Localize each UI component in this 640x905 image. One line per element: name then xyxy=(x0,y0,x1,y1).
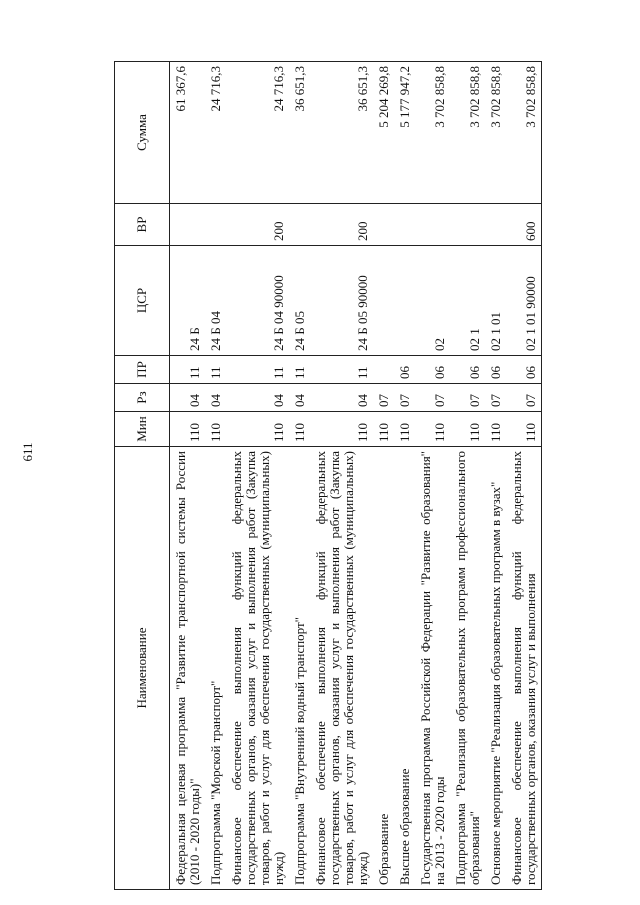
cell-min: 110 xyxy=(485,412,506,447)
budget-table-container xyxy=(114,62,596,890)
cell-vr xyxy=(450,204,485,246)
header-rz: Рз xyxy=(115,384,170,412)
header-csr: ЦСР xyxy=(115,246,170,356)
cell-sum: 36 651,3 xyxy=(289,62,310,204)
cell-rz: 07 xyxy=(415,384,450,412)
table-row xyxy=(506,62,542,890)
cell-pr: 06 xyxy=(450,356,485,384)
cell-pr xyxy=(373,356,394,384)
header-vr: ВР xyxy=(115,204,170,246)
cell-name: Образование xyxy=(373,447,394,890)
cell-csr: 02 1 01 xyxy=(485,246,506,356)
cell-csr: 02 1 01 90000 xyxy=(506,246,542,356)
cell-csr: 24 Б 05 xyxy=(289,246,310,356)
page-number: 611 xyxy=(20,442,35,462)
cell-csr xyxy=(373,246,394,356)
cell-sum: 3 702 858,8 xyxy=(450,62,485,204)
cell-pr: 06 xyxy=(485,356,506,384)
cell-sum: 24 716,3 xyxy=(226,62,289,204)
cell-csr xyxy=(394,246,415,356)
cell-pr: 06 xyxy=(394,356,415,384)
cell-min: 110 xyxy=(226,412,289,447)
cell-name: Подпрограмма "Морской транспорт" xyxy=(205,447,226,890)
cell-sum: 24 716,3 xyxy=(205,62,226,204)
table-body xyxy=(170,62,542,890)
cell-csr: 24 Б 04 xyxy=(205,246,226,356)
cell-csr: 02 xyxy=(415,246,450,356)
cell-rz: 07 xyxy=(394,384,415,412)
cell-name: Федеральная целевая программа "Развитие транспортной системы России (2010 - 2020 годы)" xyxy=(170,447,206,890)
cell-min: 110 xyxy=(205,412,226,447)
table-row xyxy=(226,62,289,890)
cell-min: 110 xyxy=(170,412,206,447)
cell-name: Финансовое обеспечение выполнения функций федеральных государственных органов, оказания услуг и выполнения xyxy=(506,447,542,890)
cell-rz: 04 xyxy=(170,384,206,412)
cell-name: Финансовое обеспечение выполнения функций федеральных государственных органов, оказания услуг и выполнения работ (Закупка товаров, работ и услуг для обеспечения государственных (муниципальных) нужд) xyxy=(310,447,373,890)
table-row xyxy=(485,62,506,890)
cell-vr xyxy=(289,204,310,246)
table-row xyxy=(415,62,450,890)
cell-rz: 07 xyxy=(506,384,542,412)
cell-name: Основное мероприятие "Реализация образовательных программ в вузах" xyxy=(485,447,506,890)
table-row xyxy=(170,62,206,890)
table-row xyxy=(450,62,485,890)
cell-vr: 200 xyxy=(310,204,373,246)
header-sum: Сумма xyxy=(115,62,170,204)
cell-vr xyxy=(485,204,506,246)
cell-pr: 06 xyxy=(415,356,450,384)
cell-rz: 07 xyxy=(485,384,506,412)
cell-min: 110 xyxy=(289,412,310,447)
cell-sum: 36 651,3 xyxy=(310,62,373,204)
cell-vr xyxy=(170,204,206,246)
cell-vr: 200 xyxy=(226,204,289,246)
budget-table xyxy=(114,61,542,890)
cell-csr: 24 Б 05 90000 xyxy=(310,246,373,356)
cell-sum: 3 702 858,8 xyxy=(506,62,542,204)
table-header-row xyxy=(115,62,170,890)
cell-sum: 5 204 269,8 xyxy=(373,62,394,204)
cell-sum: 5 177 947,2 xyxy=(394,62,415,204)
cell-pr: 11 xyxy=(310,356,373,384)
header-name: Наименование xyxy=(115,447,170,890)
cell-vr xyxy=(205,204,226,246)
cell-rz: 04 xyxy=(289,384,310,412)
table-row xyxy=(310,62,373,890)
cell-min: 110 xyxy=(450,412,485,447)
cell-pr: 11 xyxy=(205,356,226,384)
cell-name: Подпрограмма "Реализация образовательных программ профессионального образования" xyxy=(450,447,485,890)
cell-rz: 07 xyxy=(450,384,485,412)
cell-min: 110 xyxy=(310,412,373,447)
cell-name: Высшее образование xyxy=(394,447,415,890)
table-row xyxy=(205,62,226,890)
cell-min: 110 xyxy=(506,412,542,447)
table-row xyxy=(373,62,394,890)
cell-rz: 07 xyxy=(373,384,394,412)
cell-csr: 02 1 xyxy=(450,246,485,356)
cell-rz: 04 xyxy=(226,384,289,412)
cell-vr xyxy=(394,204,415,246)
cell-sum: 3 702 858,8 xyxy=(415,62,450,204)
cell-min: 110 xyxy=(394,412,415,447)
header-pr: ПР xyxy=(115,356,170,384)
cell-csr: 24 Б xyxy=(170,246,206,356)
cell-vr xyxy=(415,204,450,246)
cell-name: Государственная программа Российской Федерации "Развитие образования" на 2013 - 2020 годы xyxy=(415,447,450,890)
cell-pr: 11 xyxy=(170,356,206,384)
table-row xyxy=(394,62,415,890)
cell-vr: 600 xyxy=(506,204,542,246)
cell-vr xyxy=(373,204,394,246)
cell-sum: 3 702 858,8 xyxy=(485,62,506,204)
header-min: Мин xyxy=(115,412,170,447)
cell-pr: 11 xyxy=(226,356,289,384)
cell-rz: 04 xyxy=(205,384,226,412)
cell-min: 110 xyxy=(415,412,450,447)
cell-csr: 24 Б 04 90000 xyxy=(226,246,289,356)
cell-pr: 11 xyxy=(289,356,310,384)
cell-sum: 61 367,6 xyxy=(170,62,206,204)
cell-pr: 06 xyxy=(506,356,542,384)
cell-name: Финансовое обеспечение выполнения функций федеральных государственных органов, оказания услуг и выполнения работ (Закупка товаров, работ и услуг для обеспечения государственных (муниципальных) нужд) xyxy=(226,447,289,890)
table-row xyxy=(289,62,310,890)
cell-min: 110 xyxy=(373,412,394,447)
cell-name: Подпрограмма "Внутренний водный транспорт" xyxy=(289,447,310,890)
cell-rz: 04 xyxy=(310,384,373,412)
